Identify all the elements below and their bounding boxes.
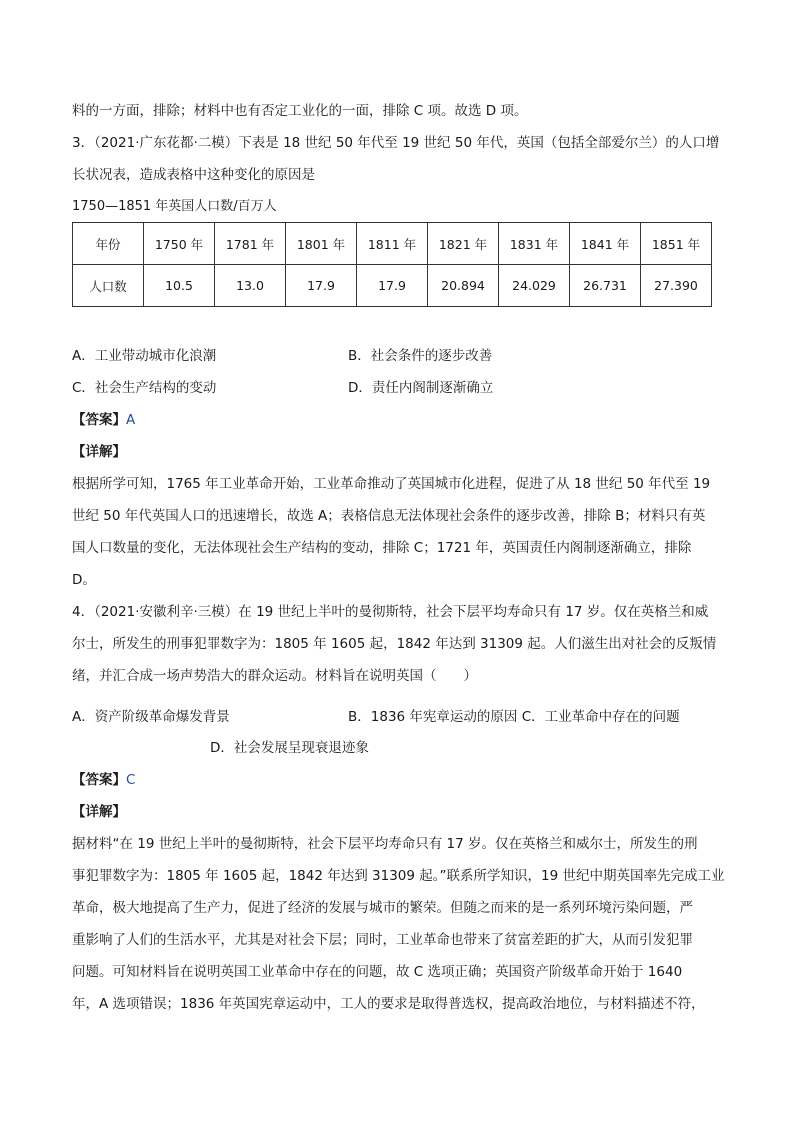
table-cell: 1821 年	[428, 223, 499, 265]
q4-detail-line: 问题。可知材料旨在说明英国工业革命中存在的问题，故 C 选项正确；英国资产阶级革命开始于 1640	[72, 964, 683, 980]
answer-label: 【答案】	[72, 412, 126, 428]
question-4-stem-cont: 尔士，所发生的刑事犯罪数字为：1805 年 1605 起，1842 年达到 31309 起。人们滋生出对社会的反叛情	[72, 636, 717, 652]
population-table	[72, 222, 712, 307]
q3-detail-line: 国人口数量的变化，无法体现社会生产结构的变动，排除 C；1721 年，英国责任内阁制逐渐确立，排除	[72, 540, 692, 556]
q4-detail-line: 据材料“在 19 世纪上半叶的曼彻斯特，社会下层平均寿命只有 17 岁。仅在英格兰和威尔士，所发生的刑	[72, 836, 698, 852]
q3-detail-label: 【详解】	[72, 444, 126, 460]
answer-label: 【答案】	[72, 772, 126, 788]
text-line: 料的一方面，排除；材料中也有否定工业化的一面，排除 C 项。故选 D 项。	[72, 103, 528, 119]
table-cell: 27.390	[641, 265, 712, 307]
q3-option-a: A．工业带动城市化浪潮	[72, 348, 217, 364]
table-cell: 17.9	[286, 265, 357, 307]
q3-option-c: C．社会生产结构的变动	[72, 380, 217, 396]
q4-detail-line: 年，A 选项错误；1836 年英国宪章运动中，工人的要求是取得普选权，提高政治地位，与材料描述不符，	[72, 996, 705, 1012]
q4-option-b-text: B．1836 年宪章运动的原因	[348, 709, 518, 725]
q4-option-a: A．资产阶级革命爆发背景	[72, 709, 230, 725]
q3-option-b: B．社会条件的逐步改善	[348, 348, 493, 364]
table-cell: 24.029	[499, 265, 570, 307]
q4-option-c: C．工业革命中存在的问题	[521, 709, 680, 725]
answer-value: C	[126, 772, 136, 788]
table-cell: 1750 年	[144, 223, 215, 265]
q4-option-b	[348, 707, 680, 727]
table-cell: 17.9	[357, 265, 428, 307]
q4-option-d: D．社会发展呈现衰退迹象	[210, 740, 369, 756]
table-row	[73, 265, 712, 307]
q4-answer	[72, 770, 135, 790]
table-cell: 1801 年	[286, 223, 357, 265]
table-row	[73, 223, 712, 265]
answer-value: A	[126, 412, 136, 428]
q4-detail-line: 事犯罪数字为：1805 年 1605 起，1842 年达到 31309 起。”联系所学知识，19 世纪中期英国率先完成工业	[72, 868, 725, 884]
table-cell: 26.731	[570, 265, 641, 307]
q3-option-d: D．责任内阁制逐渐确立	[348, 380, 494, 396]
table-cell: 1851 年	[641, 223, 712, 265]
q4-detail-label: 【详解】	[72, 804, 126, 820]
table-cell: 13.0	[215, 265, 286, 307]
question-4-stem: 4．（2021·安徽利辛·三模）在 19 世纪上半叶的曼彻斯特，社会下层平均寿命只有 17 岁。仅在英格兰和威	[72, 604, 709, 620]
table-cell: 1831 年	[499, 223, 570, 265]
table-title: 1750—1851 年英国人口数/百万人	[72, 199, 277, 214]
table-cell: 1841 年	[570, 223, 641, 265]
table-cell: 1811 年	[357, 223, 428, 265]
table-cell: 1781 年	[215, 223, 286, 265]
q4-detail-line: 革命，极大地提高了生产力，促进了经济的发展与城市的繁荣。但随之而来的是一系列环境污染问题，严	[72, 900, 693, 916]
question-3-stem-cont: 长状况表，造成表格中这种变化的原因是	[72, 167, 315, 183]
table-cell: 10.5	[144, 265, 215, 307]
question-3-stem: 3．（2021·广东花都·二模）下表是 18 世纪 50 年代至 19 世纪 50 年代，英国（包括全部爱尔兰）的人口增	[72, 135, 720, 151]
table-header-cell: 人口数	[73, 265, 144, 307]
q4-detail-line: 重影响了人们的生活水平，尤其是对社会下层；同时，工业革命也带来了贫富差距的扩大，从而引发犯罪	[72, 932, 693, 948]
question-4-stem-cont: 绪，并汇合成一场声势浩大的群众运动。材料旨在说明英国（ ）	[72, 668, 477, 684]
q3-detail-line: 世纪 50 年代英国人口的迅速增长，故选 A；表格信息无法体现社会条件的逐步改善，排除 B；材料只有英	[72, 508, 706, 524]
q3-detail-line: D。	[72, 572, 96, 588]
q3-answer	[72, 410, 135, 430]
q3-detail-line: 根据所学可知，1765 年工业革命开始，工业革命推动了英国城市化进程，促进了从 18 世纪 50 年代至 19	[72, 476, 711, 492]
table-header-cell: 年份	[73, 223, 144, 265]
table-cell: 20.894	[428, 265, 499, 307]
